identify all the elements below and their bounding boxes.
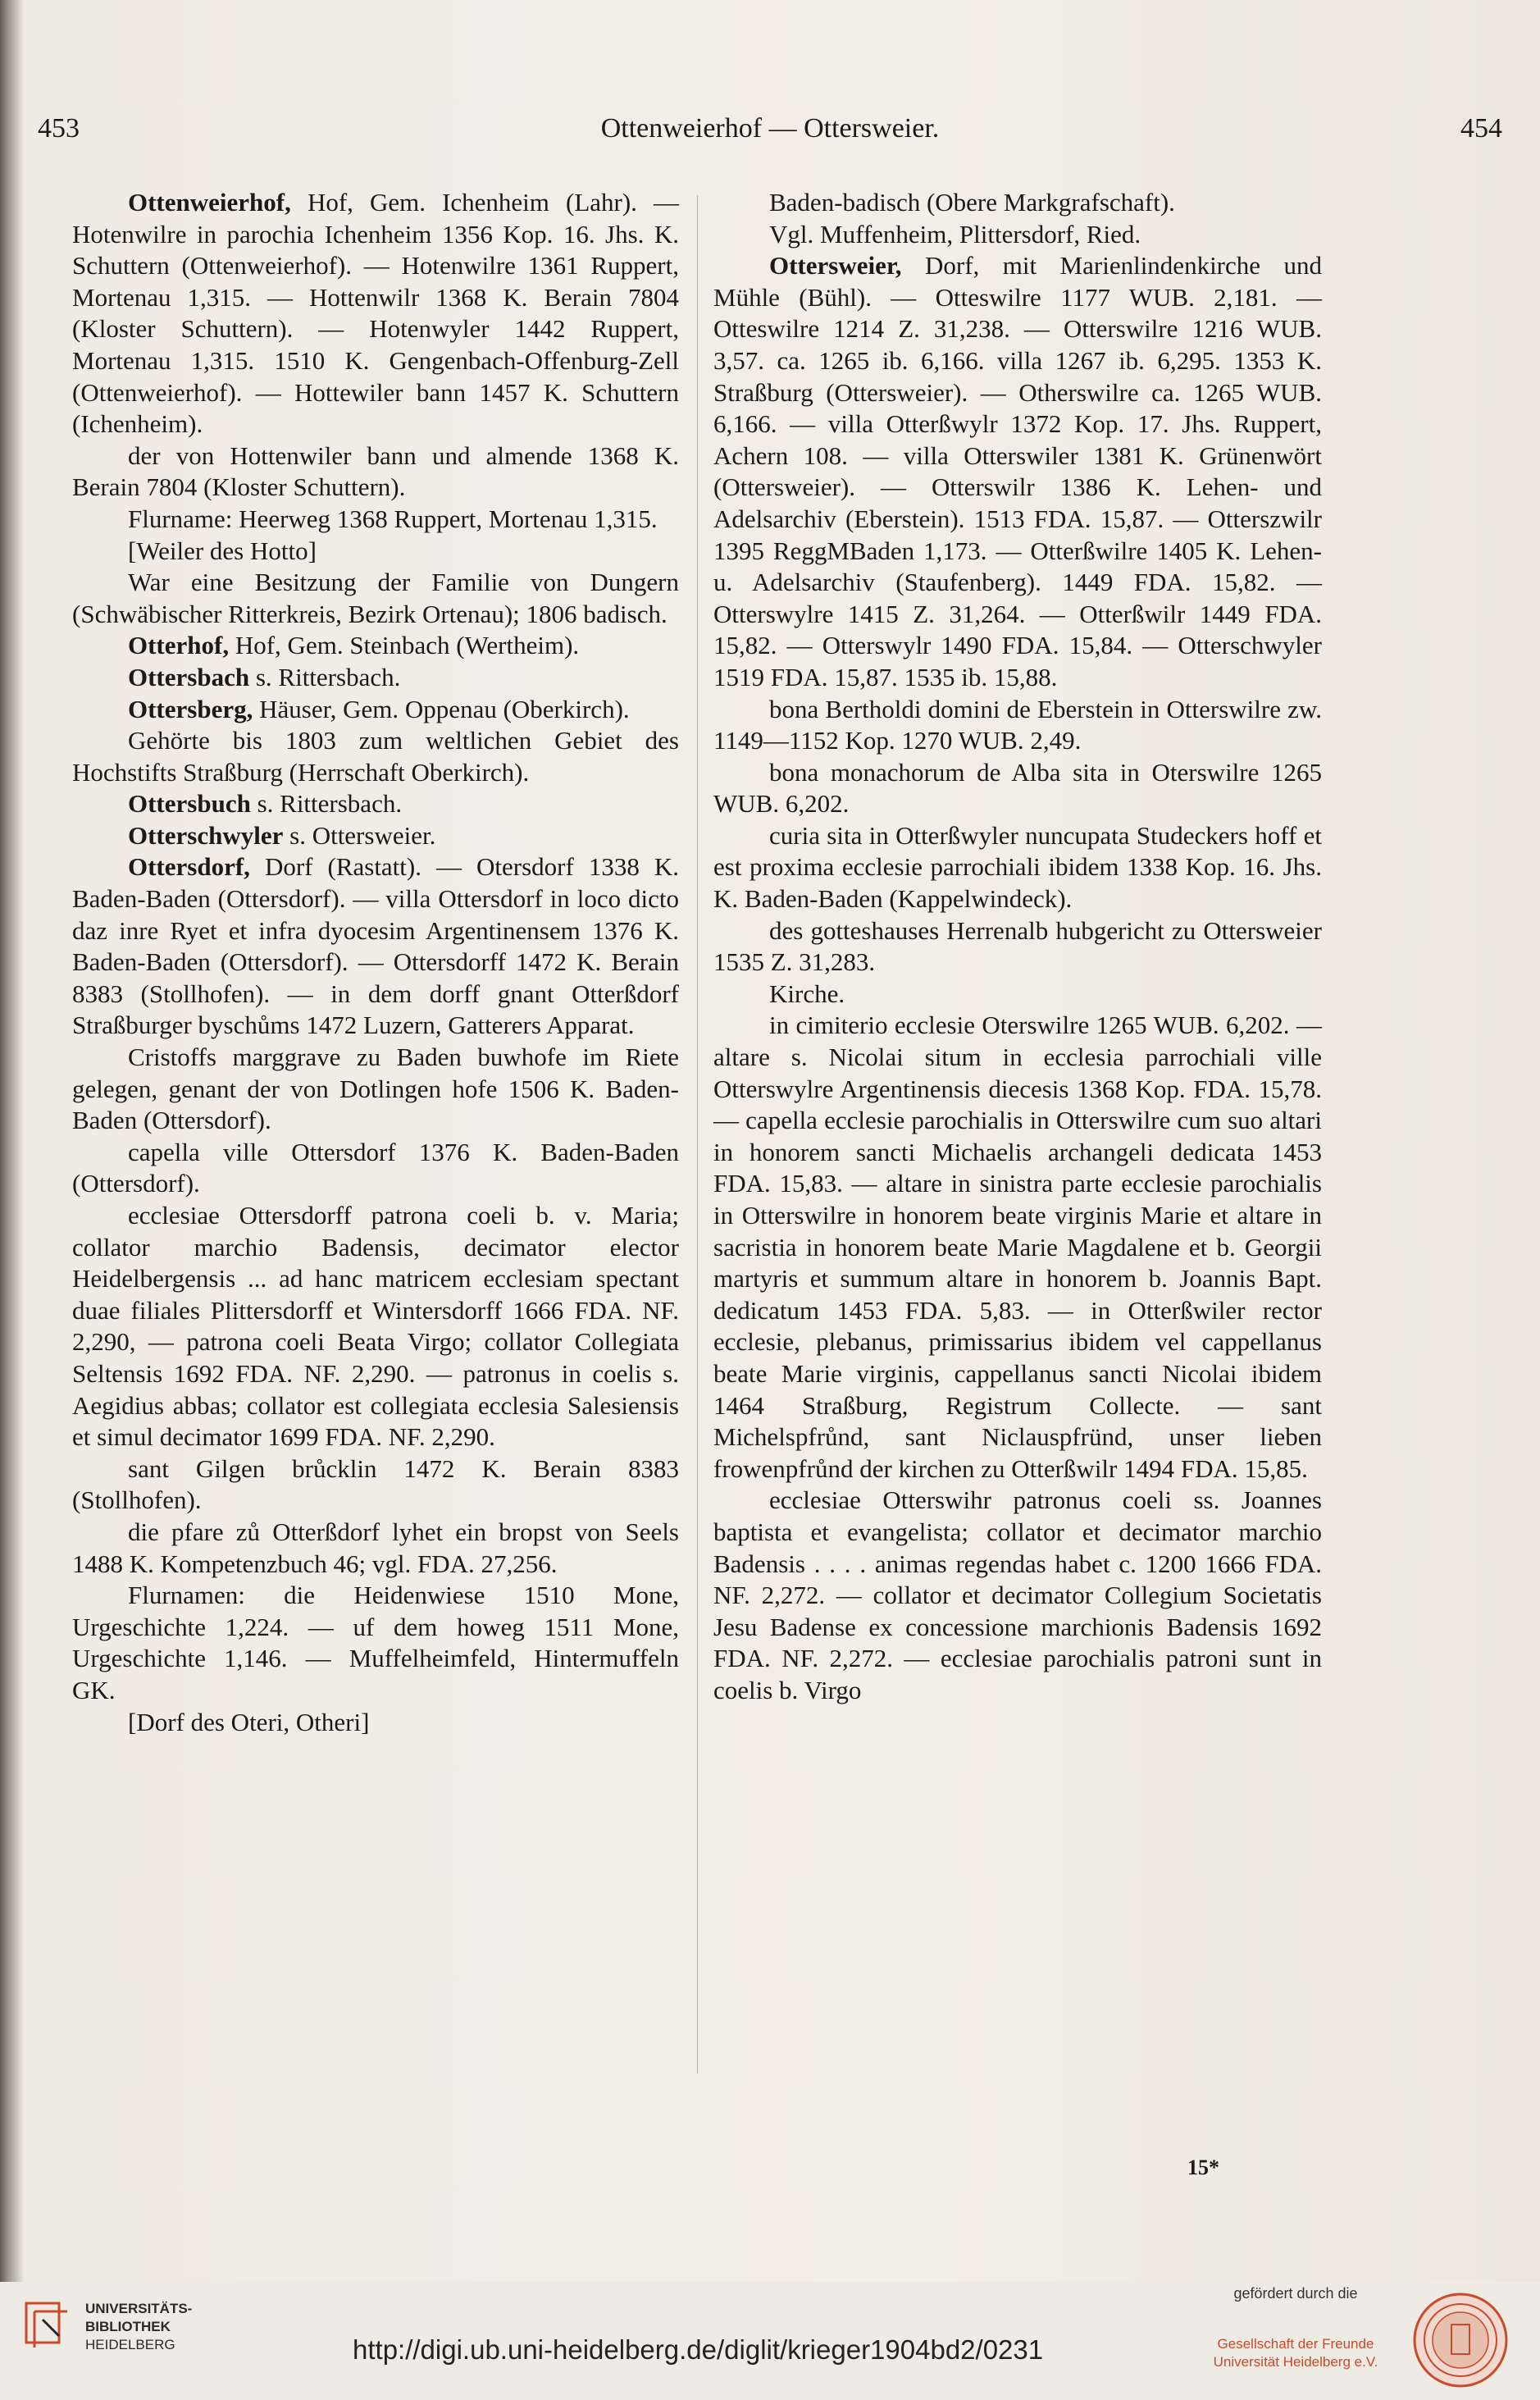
entry-paragraph [72, 1707, 679, 1739]
right-column [713, 187, 1322, 1707]
entry-text: in cimiterio ecclesie Oterswilre 1265 WUB. 6,202. — altare s. Nicolai situm in ecclesia parrochiali ville Otterswylre Argentinensis diecesis 1368 Kop. FDA. 15,78. — capella ecclesie parochialis in Otterswilre cum suo altari in honorem sancti Michaelis archangeli dedicata 1453 FDA. 15,83. — altare in sinistra parte ecclesie parochialis in Otterswilre in honorem beate virginis Marie et altare in sacristia in honorem beate Marie Magdalene et b. Georgii martyris et summum altare in honorem b. Joannis Bapt. dedicatum 1453 FDA. 5,83. — in Otterßwiler rector ecclesie, plebanus, primissarius ibidem vel cappellanus beate Marie virginis, cappellanus sancti Nicolai ibidem 1464 Straßburg, Registrum Collecte. — sant Michelspfrůnd, sant Niclauspfründ, unser lieben frowenpfrůnd der kirchen zu Otterßwilr 1494 FDA. 15,85. [713, 1011, 1322, 1483]
entry-paragraph [713, 219, 1322, 251]
footer-bar [0, 2282, 1540, 2400]
page-number-left: 453 [38, 113, 80, 144]
headword-entry [72, 662, 679, 694]
entry-text: des gotteshauses Herrenalb hubgericht zu Ottersweier 1535 Z. 31,283. [713, 915, 1322, 977]
society-name [1197, 2335, 1394, 2371]
funding-credit [1197, 2285, 1394, 2371]
running-header [38, 113, 1502, 162]
entry-text: ecclesiae Otterswihr patronus coeli ss. Joannes baptista et evangelista; collator et decimator marchio Badensis . . . . animas regendas habet c. 1200 1666 FDA. NF. 2,272. — collator et decimator Collegium Societatis Jesu Badense ex concessione marchionis Badensis 1692 FDA. NF. 2,272. — ecclesiae parochialis patroni sunt in coelis b. Virgo [713, 1485, 1322, 1704]
entry-text: [Weiler des Hotto] [128, 536, 317, 565]
entry-text: Dorf, mit Marienlindenkirche und Mühle (Bühl). — Otteswilre 1177 WUB. 2,181. — Otteswilre 1214 Z. 31,238. — Otterswilre 1216 WUB. 3,57. ca. 1265 ib. 6,166. villa 1267 ib. 6,295. 1353 K. Straßburg (Ottersweier). — Otherswilre ca. 1265 WUB. 6,166. — villa Otterßwylr 1372 Kop. 17. Jhs. Ruppert, Achern 108. — villa Otterswiler 1381 K. Grünenwört (Ottersweier). — Otterswilr 1386 K. Lehen- und Adelsarchiv (Eberstein). 1513 FDA. 15,87. — Otterszwilr 1395 ReggMBaden 1,173. — Otterßwilre 1405 K. Lehen- u. Adelsarchiv (Staufenberg). 1449 FDA. 15,82. — Otterswylre 1415 Z. 31,264. — Otterßwilr 1449 FDA. 15,82. — Otterswylr 1490 FDA. 15,84. — Otterschwyler 1519 FDA. 15,87. 1535 ib. 15,88. [713, 251, 1322, 691]
funding-label: gefördert durch die [1233, 2285, 1358, 2302]
entry-text: s. Rittersbach. [250, 789, 403, 819]
entry-paragraph [713, 820, 1322, 915]
running-title: Ottenweierhof — Ottersweier. [600, 113, 940, 144]
entry-paragraph [72, 1042, 679, 1137]
society-name-line: Gesellschaft der Freunde [1217, 2336, 1374, 2352]
entry-paragraph [713, 1010, 1322, 1485]
entry-text: s. Ottersweier. [283, 820, 436, 850]
entry-text: curia sita in Otterßwyler nuncupata Studeckers hoff et est proxima ecclesie parrochiali ibidem 1338 Kop. 16. Jhs. K. Baden-Baden (Kappelwindeck). [713, 820, 1322, 914]
entry-text: der von Hottenwiler bann und almende 1368 K. Berain 7804 (Kloster Schuttern). [72, 440, 679, 502]
entry-paragraph [713, 979, 1322, 1011]
entry-text: Hof, Gem. Ichenheim (Lahr). — Hotenwilre in parochia Ichenheim 1356 Kop. 16. Jhs. K. Schuttern (Ottenweierhof). — Hotenwilre 1361 Ruppert, Mortenau 1,315. — Hottenwilr 1368 K. Berain 7804 (Kloster Schuttern). — Hotenwyler 1442 Ruppert, Mortenau 1,315. 1510 K. Gengenbach-Offenburg-Zell (Ottenweierhof). — Hottewiler bann 1457 K. Schuttern (Ichenheim). [72, 188, 679, 439]
university-seal-icon [1412, 2292, 1509, 2389]
entry-text: Hof, Gem. Steinbach (Wertheim). [229, 631, 580, 660]
entry-text: Flurnamen: die Heidenwiese 1510 Mone, Urgeschichte 1,224. — uf dem howeg 1511 Mone, Urgeschichte 1,146. — Muffelheimfeld, Hintermuffeln GK. [72, 1581, 679, 1704]
library-logo-icon [23, 2300, 74, 2351]
headword-entry [713, 250, 1322, 693]
headword-entry [72, 694, 679, 726]
headword: Otterhof, [128, 631, 230, 660]
headword: Otterschwyler [128, 820, 284, 850]
entry-paragraph [72, 1580, 679, 1706]
headword: Ottenweierhof, [128, 188, 291, 217]
library-name [85, 2300, 192, 2354]
entry-text: ecclesiae Ottersdorff patrona coeli b. v. Maria; collator marchio Badensis, decimator elector Heidelbergensis ... ad hanc matricem ecclesiam spectant duae filiales Plittersdorff et Wintersdorff 1666 FDA. NF. 2,290, — patrona coeli Beata Virgo; collator Collegiata Seltensis 1692 FDA. NF. 2,290. — patronus in coelis s. Aegidius abbas; collator est collegiata ecclesia Salesiensis et simul decimator 1699 FDA. NF. 2,290. [72, 1201, 679, 1452]
headword: Ottersbuch [128, 789, 251, 819]
headword-entry [72, 788, 679, 820]
entry-text: Häuser, Gem. Oppenau (Oberkirch). [253, 694, 630, 723]
entry-paragraph [713, 1485, 1322, 1706]
signature-mark: 15* [1187, 2156, 1219, 2179]
entry-text: Dorf (Rastatt). — Otersdorf 1338 K. Baden-Baden (Ottersdorf). — villa Ottersdorf in loco dicto daz inre Ryet et infra dyocesim Argentinensem 1376 K. Baden-Baden (Ottersdorf). — Ottersdorff 1472 K. Berain 8383 (Stollhofen). — in dem dorff gnant Otterßdorf Straßburger byschůms 1472 Luzern, Gatterers Apparat. [72, 852, 679, 1040]
headword-entry [72, 851, 679, 1042]
entry-paragraph [713, 757, 1322, 820]
headword-entry [72, 187, 679, 440]
column-divider [697, 195, 698, 2074]
entry-text: War eine Besitzung der Familie von Dungern (Schwäbischer Ritterkreis, Bezirk Ortenau); 1806 badisch. [72, 568, 679, 628]
entry-text: die pfare zů Otterßdorf lyhet ein bropst von Seels 1488 K. Kompetenzbuch 46; vgl. FDA. 27,256. [72, 1517, 679, 1578]
headword: Ottersdorf, [128, 852, 250, 882]
library-name-line: HEIDELBERG [85, 2337, 175, 2352]
entry-paragraph [713, 694, 1322, 757]
entry-paragraph [72, 1517, 679, 1580]
left-column [72, 187, 679, 1738]
entry-text: Cristoffs marggrave zu Baden buwhofe im Riete gelegen, genant der von Dotlingen hofe 1506 K. Baden-Baden (Ottersdorf). [72, 1043, 679, 1135]
entry-text: Gehörte bis 1803 zum weltlichen Gebiet des Hochstifts Straßburg (Herrschaft Oberkirch). [72, 726, 679, 787]
page-number-right: 454 [1460, 113, 1502, 144]
library-name-line: UNIVERSITÄTS- [85, 2301, 193, 2316]
headword: Ottersberg, [128, 694, 253, 723]
entry-text: Kirche. [769, 979, 845, 1008]
entry-text: bona Bertholdi domini de Eberstein in Otterswilre zw. 1149—1152 Kop. 1270 WUB. 2,49. [713, 694, 1322, 755]
headword: Ottersbach [128, 662, 250, 691]
entry-paragraph [72, 1453, 679, 1517]
entry-text: capella ville Ottersdorf 1376 K. Baden-Baden (Ottersdorf). [72, 1137, 679, 1198]
entry-text: Vgl. Muffenheim, Plittersdorf, Ried. [769, 219, 1141, 249]
entry-paragraph [72, 725, 679, 788]
entry-paragraph [72, 567, 679, 630]
society-name-line: Universität Heidelberg e.V. [1213, 2354, 1378, 2370]
library-name-line: BIBLIOTHEK [85, 2319, 171, 2334]
entry-paragraph [72, 440, 679, 504]
entry-paragraph [72, 1200, 679, 1453]
entry-text: sant Gilgen brůcklin 1472 K. Berain 8383 (Stollhofen). [72, 1453, 679, 1515]
entry-paragraph [713, 187, 1322, 219]
document-url-link[interactable]: http://digi.ub.uni-heidelberg.de/diglit/krieger1904bd2/0231 [353, 2334, 1044, 2365]
entry-text: s. Rittersbach. [249, 662, 401, 691]
entry-paragraph [72, 1137, 679, 1200]
headword-entry [72, 630, 679, 662]
entry-text: Baden-badisch (Obere Markgrafschaft). [769, 188, 1175, 217]
entry-paragraph [72, 536, 679, 568]
entry-paragraph [72, 504, 679, 536]
entry-text: Flurname: Heerweg 1368 Ruppert, Mortenau 1,315. [128, 504, 658, 533]
entry-paragraph [713, 915, 1322, 979]
entry-text: [Dorf des Oteri, Otheri] [128, 1707, 370, 1736]
headword: Ottersweier, [769, 251, 902, 281]
entry-text: bona monachorum de Alba sita in Oterswilre 1265 WUB. 6,202. [713, 757, 1322, 819]
headword-entry [72, 820, 679, 852]
